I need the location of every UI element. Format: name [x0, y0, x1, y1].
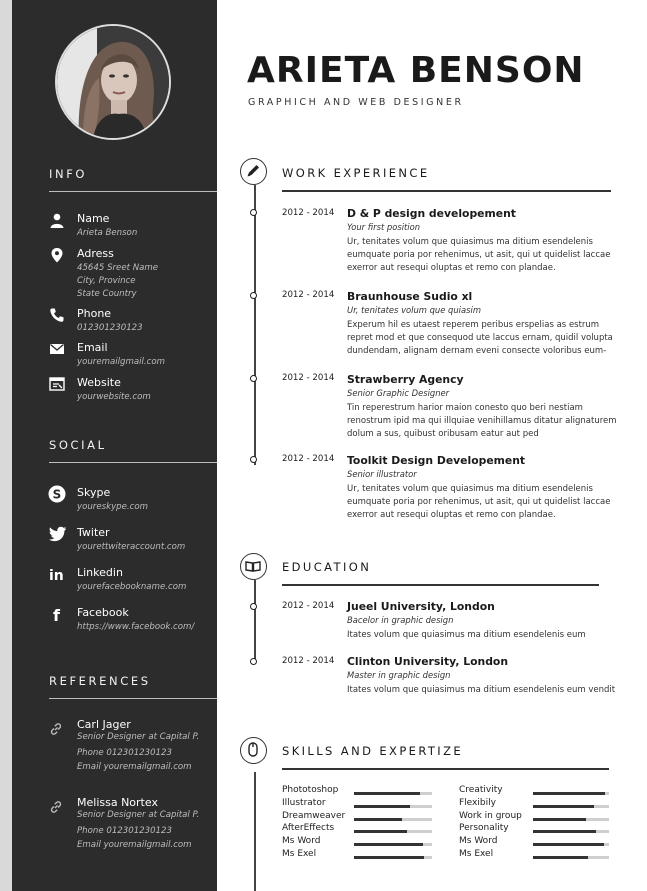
skill-name: AfterEffects: [282, 823, 335, 834]
education-degree: Bacelor in graphic design: [347, 615, 454, 625]
info-email-label: Email: [77, 341, 108, 354]
reference-email: Email youremailgmail.com: [77, 762, 192, 772]
work-description: [347, 236, 619, 275]
info-address-line3: State Country: [77, 289, 137, 299]
timeline-dot: [250, 375, 257, 382]
timeline-dot: [250, 658, 257, 665]
work-date: 2012 - 2014: [282, 290, 335, 300]
social-facebook-value: https://www.facebook.com/: [77, 622, 195, 632]
divider: [49, 698, 217, 699]
user-icon: [49, 212, 65, 228]
social-title: SOCIAL: [49, 438, 107, 452]
skill-level-fill: [533, 818, 586, 821]
mail-icon: [49, 341, 65, 357]
link-icon: [49, 722, 63, 736]
work-subtitle: Senior Graphic Designer: [347, 388, 450, 398]
desc-line: eumquate poria por rehenimus, ut asit, qui ut quidelist laccae: [347, 497, 611, 507]
work-title-text: D & P design developement: [347, 207, 516, 220]
candidate-role: GRAPHICH AND WEB DESIGNER: [248, 97, 464, 108]
svg-text:f: f: [53, 606, 60, 622]
facebook-icon: [49, 606, 65, 622]
skype-icon: [48, 485, 66, 503]
skill-name: Ms Word: [459, 836, 498, 847]
work-date: 2012 - 2014: [282, 208, 335, 218]
skill-name: Dreamweaver: [282, 810, 346, 821]
sidebar: [12, 0, 217, 891]
skill-level-bar: [533, 830, 609, 833]
pencil-icon: [240, 158, 267, 185]
info-email-value: youremailgmail.com: [77, 357, 165, 367]
skill-name: Phototoshop: [282, 785, 339, 795]
social-twitter-value: yourettwiteraccount.com: [77, 542, 186, 552]
reference-position: Senior Designer at Capital P.: [77, 732, 200, 742]
education-school: Clinton University, London: [347, 655, 509, 668]
info-name-label: Name: [77, 212, 110, 225]
book-icon: [240, 553, 267, 580]
education-date: 2012 - 2014: [282, 656, 335, 666]
skill-level-bar: [533, 843, 609, 846]
desc-line: exerror aut resequi oluptas et remo con plandae.: [347, 510, 556, 520]
info-name-value: Arieta Benson: [77, 228, 138, 238]
skill-level-fill: [354, 805, 410, 808]
timeline: [254, 580, 256, 662]
skill-level-fill: [354, 792, 420, 795]
skill-level-bar: [533, 792, 609, 795]
skill-level-bar: [533, 856, 609, 859]
skill-level-fill: [533, 830, 596, 833]
info-website-value: yourwebsite.com: [77, 392, 151, 402]
social-linkedin-label: Linkedin: [77, 566, 123, 579]
social-skype-value: youreskype.com: [77, 502, 148, 512]
work-subtitle: Senior illustrator: [347, 469, 417, 479]
skill-name: Flexibily: [459, 797, 496, 808]
desc-line: Ur, tenitates volum que quiasimus ma ditium esendelenis: [347, 237, 593, 247]
link-icon: [49, 800, 63, 814]
timeline-dot: [250, 456, 257, 463]
timeline: [254, 772, 256, 891]
info-phone-label: Phone: [77, 307, 112, 320]
info-address-line2: City, Province: [77, 276, 136, 286]
timeline-dot: [250, 292, 257, 299]
skill-level-fill: [354, 830, 407, 833]
desc-line: dundendam, alignam dernam eveni consecte voloribus eum-: [347, 346, 607, 356]
skill-name: Ms Exel: [459, 849, 494, 859]
phone-icon: [49, 307, 65, 323]
skill-level-fill: [354, 843, 423, 846]
skill-name: Creativity: [459, 785, 503, 795]
reference-email: Email youremailgmail.com: [77, 840, 192, 850]
website-icon: [49, 376, 65, 392]
work-description: [347, 319, 619, 358]
desc-line: Ur, tenitates volum que quiasimus ma ditium esendelenis: [347, 484, 593, 494]
divider: [49, 462, 217, 463]
map-pin-icon: [49, 247, 65, 263]
skill-name: Work in group: [459, 810, 522, 821]
references-title: REFERENCES: [49, 674, 151, 688]
social-linkedin-value: yourefacebookname.com: [77, 582, 187, 592]
skill-level-bar: [354, 843, 432, 846]
divider: [282, 584, 599, 586]
education-description: Itates volum que quiasimus ma ditium esendelenis eum: [347, 630, 586, 640]
work-subtitle: Your first position: [347, 222, 421, 232]
skill-level-fill: [354, 856, 424, 859]
desc-line: eumquate poria por rehenimus, ut asit, qui ut quidelist laccae: [347, 250, 611, 260]
divider: [282, 190, 611, 192]
skill-name: Personality: [459, 823, 509, 834]
reference-position: Senior Designer at Capital P.: [77, 810, 200, 820]
info-website-label: Website: [77, 376, 121, 389]
candidate-name: ARIETA BENSON: [247, 50, 585, 91]
desc-line: renostrum ipid ma qui illquiae venihillamus ditatur alignaturem: [347, 416, 617, 426]
education-degree: Master in graphic design: [347, 670, 451, 680]
skill-level-bar: [533, 818, 609, 821]
skill-level-bar: [354, 818, 432, 821]
info-phone-value: 012301230123: [77, 323, 143, 333]
work-subtitle: Ur, tenitates volum que quiasim: [347, 305, 481, 315]
resume-page: [12, 0, 647, 891]
desc-line: repret mod et que consequod ute laccus ernam, quidil volupta: [347, 333, 613, 343]
skill-name: Illustrator: [282, 797, 326, 808]
skill-level-bar: [354, 830, 432, 833]
skill-level-bar: [354, 792, 432, 795]
mouse-icon: [240, 737, 267, 764]
desc-line: dolum a sus, quibust oribusam eatur aut ped: [347, 429, 539, 439]
desc-line: Experum hil es utaest reperem peribus erspelias as estrum: [347, 320, 600, 330]
timeline-dot: [250, 209, 257, 216]
info-address-line1: 45645 Sreet Name: [77, 263, 159, 273]
skill-level-bar: [354, 856, 432, 859]
svg-text:in: in: [49, 568, 64, 582]
divider: [49, 191, 217, 192]
work-title-text: Toolkit Design Developement: [347, 454, 526, 467]
skill-level-fill: [533, 792, 605, 795]
info-address-label: Adress: [77, 247, 114, 260]
twitter-icon: [49, 526, 67, 542]
skill-level-fill: [533, 805, 594, 808]
skill-level-fill: [533, 856, 588, 859]
work-title: WORK EXPERIENCE: [282, 166, 430, 180]
skill-level-fill: [354, 818, 402, 821]
work-title-text: Strawberry Agency: [347, 373, 464, 386]
work-date: 2012 - 2014: [282, 373, 335, 383]
reference-name: Melissa Nortex: [77, 796, 158, 809]
social-facebook-label: Facebook: [77, 606, 129, 619]
education-school: Jueel University, London: [347, 600, 495, 613]
timeline: [254, 185, 256, 465]
social-twitter-label: Twiter: [77, 526, 110, 539]
skills-title: SKILLS AND EXPERTIZE: [282, 744, 464, 758]
skill-level-fill: [533, 843, 604, 846]
skill-name: Ms Word: [282, 836, 321, 847]
work-title-text: Braunhouse Sudio xl: [347, 290, 473, 303]
info-title: INFO: [49, 167, 88, 181]
work-date: 2012 - 2014: [282, 454, 335, 464]
reference-name: Carl Jager: [77, 718, 131, 731]
work-description: [347, 402, 619, 441]
skill-level-bar: [354, 805, 432, 808]
profile-photo: [55, 24, 171, 140]
skill-level-bar: [533, 805, 609, 808]
reference-phone: Phone 012301230123: [77, 826, 172, 836]
svg-text:S: S: [52, 487, 62, 502]
timeline-dot: [250, 603, 257, 610]
divider: [282, 768, 609, 770]
social-skype-label: Skype: [77, 486, 111, 499]
education-date: 2012 - 2014: [282, 601, 335, 611]
education-title: EDUCATION: [282, 560, 372, 574]
linkedin-icon: [49, 566, 65, 582]
education-description: Itates volum que quiasimus ma ditium esendelenis eum vendit: [347, 685, 616, 695]
work-description: [347, 483, 619, 522]
reference-phone: Phone 012301230123: [77, 748, 172, 758]
desc-line: Tin reperestrum harior maion conesto quo beri nestiam: [347, 403, 583, 413]
skill-name: Ms Exel: [282, 849, 317, 859]
desc-line: exerror aut resequi oluptas et remo con plandae.: [347, 263, 556, 273]
